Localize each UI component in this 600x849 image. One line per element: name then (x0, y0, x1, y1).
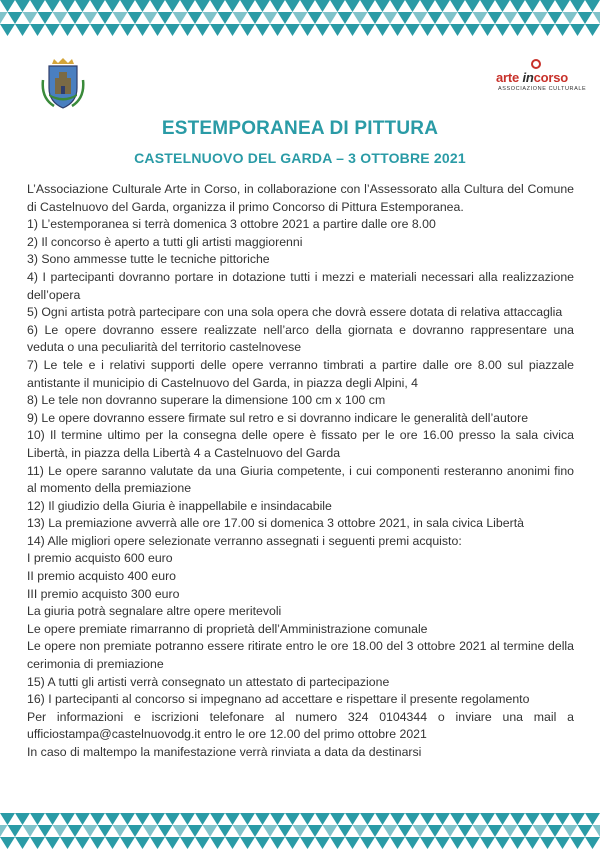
page-title: ESTEMPORANEA DI PITTURA (161, 118, 439, 139)
text-paragraph: I premio acquisto 600 euro (27, 551, 173, 566)
text-paragraph: III premio acquisto 300 euro (27, 586, 180, 601)
text-paragraph: 5) Ogni artista potrà partecipare con una sola opera che dovrà essere dotata di relativa attaccaglia (27, 305, 563, 320)
arte-in-corso-logo (496, 58, 586, 94)
bottom-decorative-border (0, 813, 600, 849)
text-paragraph: Le opere premiate rimarranno di proprietà dell’Amministrazione comunale (27, 621, 428, 636)
top-decorative-border (0, 0, 600, 36)
text-paragraph: 12) Il giudizio della Giuria è inappellabile e insindacabile (27, 498, 332, 513)
text-paragraph: 16) I partecipanti al concorso si impegnano ad accettare e rispettare il presente regolamento (27, 692, 530, 707)
text-paragraph: 15) A tutti gli artisti verrà consegnato un attestato di partecipazione (27, 674, 390, 689)
text-paragraph: 3) Sono ammesse tutte le tecniche pittoriche (27, 252, 270, 267)
text-paragraph: 14) Alle migliori opere selezionate verranno assegnati i seguenti premi acquisto: (27, 533, 462, 548)
text-paragraph: In caso di maltempo la manifestazione verrà rinviata a data da destinarsi (27, 745, 422, 759)
text-paragraph: La giuria potrà segnalare altre opere meritevoli (27, 604, 282, 619)
logo-name: arte incorso (496, 70, 569, 85)
text-paragraph: 8) Le tele non dovranno superare la dimensione 100 cm x 100 cm (27, 393, 386, 408)
text-paragraph: Le opere non premiate potranno essere ritirate entro le ore 18.00 del 3 ottobre 2021 al termine della cerimonia di premiazione (27, 639, 574, 672)
text-paragraph: 9) Le opere dovranno essere firmate sul retro e si dovranno indicare le generalità dell’autore (27, 410, 529, 425)
text-paragraph: 10) Il termine ultimo per la consegna delle opere è fissato per le ore 16.00 presso la sala civica Libertà, in piazza della Libertà 4 a Castelnuovo del Garda (27, 428, 574, 460)
text-paragraph: 11) Le opere saranno valutate da una Giuria competente, i cui componenti resteranno anonimi fino al momento della premiazione (27, 463, 574, 496)
text-paragraph: Per informazioni e iscrizioni telefonare al numero 324 0104344 o inviare una mail a ufficiostampa@castelnuovodg.it entro le ore 12.00 del primo ottobre 2021 (27, 709, 574, 742)
logo-subtitle: ASSOCIAZIONE CULTURALE (498, 86, 587, 92)
page-subtitle: CASTELNUOVO DEL GARDA – 3 OTTOBRE 2021 (134, 150, 466, 166)
text-paragraph: 13) La premiazione avverrà alle ore 17.00 si domenica 3 ottobre 2021, in sala civica Libertà (27, 516, 524, 531)
regulation-text (27, 181, 574, 762)
text-paragraph: 1) L’estemporanea si terrà domenica 3 ottobre 2021 a partire dalle ore 8.00 (27, 217, 436, 232)
text-paragraph: 7) Le tele e i relativi supporti delle opere verranno timbrati a partire dalle ore 8.00 sul piazzale antistante il municipio di Castelnuovo del Garda, in piazza degli Alpini, 4 (27, 357, 574, 390)
text-paragraph: II premio acquisto 400 euro (27, 569, 177, 584)
text-paragraph: L’Associazione Culturale Arte in Corso, in collaborazione con l’Assessorato alla Cultura del Comune di Castelnuovo del Garda, organizza il primo Concorso di Pittura Estemporanea. (27, 182, 574, 214)
text-paragraph: 6) Le opere dovranno essere realizzate nell’arco della giornata e dovranno rappresentare una veduta o una peculiarità del territorio castelnovese (27, 322, 574, 355)
logo-mark-icon (531, 59, 541, 69)
municipal-crest-icon (40, 58, 86, 110)
text-paragraph: 4) I partecipanti dovranno portare in dotazione tutti i mezzi e materiali necessari alla realizzazione dell’opera (27, 269, 574, 302)
text-paragraph: 2) Il concorso è aperto a tutti gli artisti maggiorenni (27, 234, 303, 249)
